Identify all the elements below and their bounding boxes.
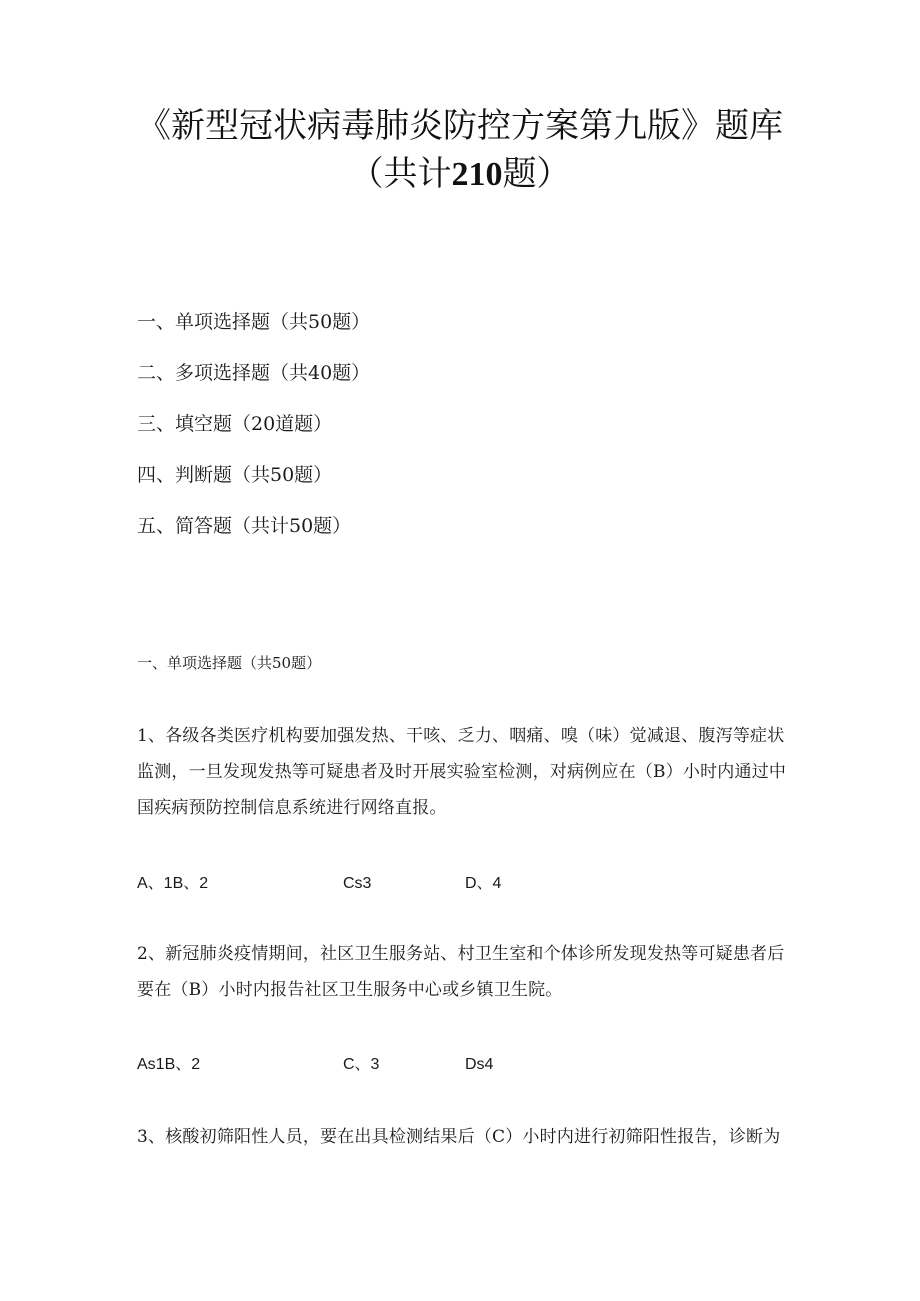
- toc-item-true-false: 四、判断题（共50题）: [137, 464, 333, 486]
- question-2-option-d: Ds4: [465, 1056, 494, 1073]
- question-2: [137, 936, 787, 1008]
- toc-item-single-choice: 一、单项选择题（共50题）: [137, 311, 371, 333]
- question-1: [137, 718, 787, 826]
- toc-item-fill-blank: 三、填空题（20道题）: [137, 413, 333, 435]
- subtitle-suffix: 题）: [502, 154, 571, 194]
- question-1-line-1: 1、各级各类医疗机构要加强发热、干咳、乏力、咽痛、嗅（味）觉减退、腹泻等症状: [137, 726, 785, 746]
- toc-item-short-answer: 五、简答题（共计50题）: [137, 515, 352, 537]
- toc-item-multiple-choice: 二、多项选择题（共40题）: [137, 362, 371, 384]
- question-1-line-2: 监测，一旦发现发热等可疑患者及时开展实验室检测，对病例应在（B）小时内通过中: [137, 762, 787, 782]
- subtitle-total-count: 210: [451, 156, 503, 193]
- section-heading: 一、单项选择题（共50题）: [137, 654, 322, 672]
- question-3-line-1: 3、核酸初筛阳性人员，要在出具检测结果后（C）小时内进行初筛阳性报告，诊断为: [137, 1127, 781, 1147]
- question-2-option-ab: As1B、2: [137, 1056, 201, 1073]
- question-1-line-3: 国疾病预防控制信息系统进行网络直报。: [137, 798, 447, 818]
- question-1-option-c: Cs3: [343, 875, 372, 892]
- question-3: [137, 1119, 787, 1155]
- question-1-option-ab: A、1B、2: [137, 875, 209, 892]
- question-1-option-d: D、4: [465, 875, 502, 892]
- document-title: 《新型冠状病毒肺炎防控方案第九版》题库: [137, 106, 783, 146]
- question-2-line-2: 要在（B）小时内报告社区卫生服务中心或乡镇卫生院。: [137, 980, 563, 1000]
- question-2-line-1: 2、新冠肺炎疫情期间，社区卫生服务站、村卫生室和个体诊所发现发热等可疑患者后: [137, 944, 785, 964]
- document-subtitle: [0, 154, 920, 195]
- question-2-option-c: C、3: [343, 1056, 380, 1073]
- subtitle-prefix: （共计: [349, 154, 452, 194]
